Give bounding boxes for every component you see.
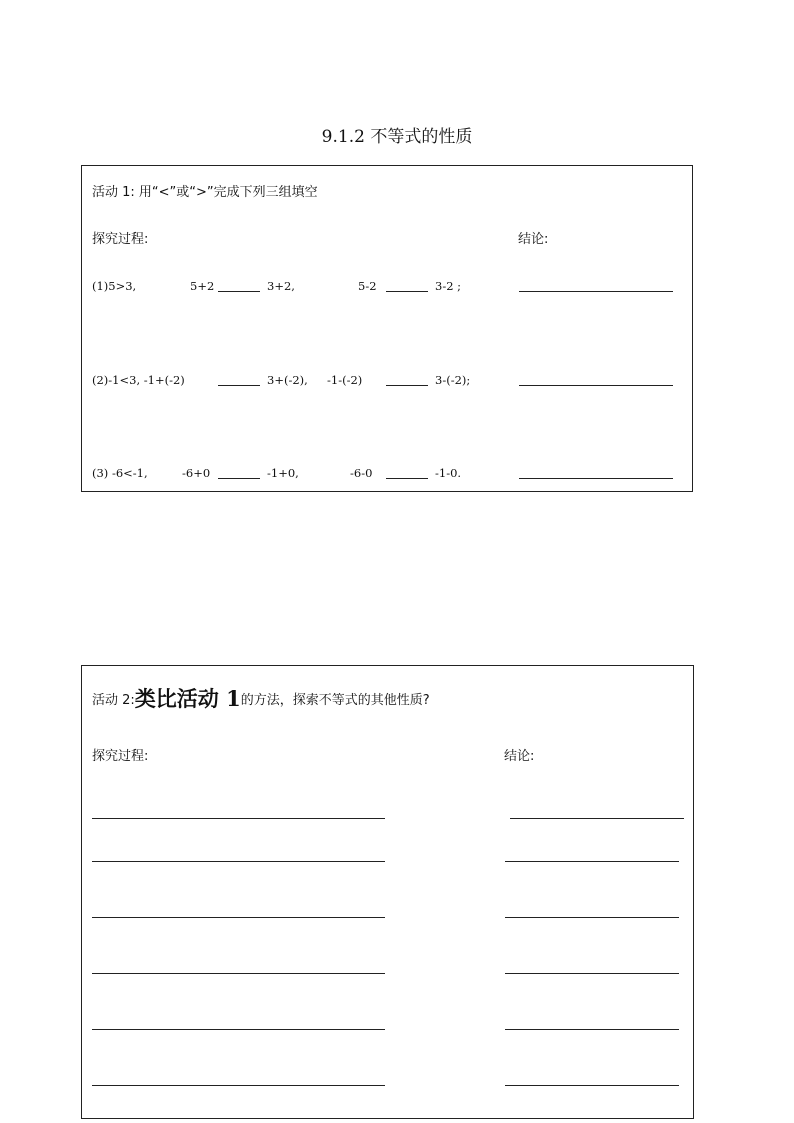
exercise-2-right-a: 3+(-2), — [267, 373, 308, 387]
exercise-1-left-a: 5+2 — [190, 279, 215, 293]
process-line[interactable] — [92, 818, 385, 819]
conclusion-line[interactable] — [505, 973, 679, 974]
activity-2-box — [81, 665, 694, 1119]
exercise-3-given: (3) -6<-1, — [92, 466, 148, 480]
process-line[interactable] — [92, 1085, 385, 1086]
exercise-1-right-a: 3+2, — [267, 279, 295, 293]
activity-2-header-suffix: 的方法，探索不等式的其他性质? — [240, 693, 430, 708]
exercise-3-right-a: -1+0, — [267, 466, 299, 480]
activity-2-header-prefix: 活动 2: — [92, 693, 135, 708]
conclusion-line[interactable] — [505, 1085, 679, 1086]
process-line[interactable] — [92, 861, 385, 862]
exercise-1-blank-b[interactable] — [386, 291, 428, 292]
activity-1-process-label: 探究过程: — [92, 232, 149, 247]
conclusion-line[interactable] — [505, 861, 679, 862]
conclusion-1-blank[interactable] — [519, 291, 673, 292]
exercise-2-blank-a[interactable] — [218, 385, 260, 386]
exercise-1-left-b: 5-2 — [358, 279, 377, 293]
exercise-1-blank-a[interactable] — [218, 291, 260, 292]
conclusion-line[interactable] — [510, 818, 684, 819]
page-title: 9.1.2 不等式的性质 — [321, 127, 473, 147]
conclusion-line[interactable] — [505, 917, 679, 918]
exercise-3-left-a: -6+0 — [182, 466, 211, 480]
exercise-2-right-b: 3-(-2); — [435, 373, 471, 387]
activity-1-conclusion-label: 结论: — [518, 232, 549, 247]
activity-2-conclusion-label: 结论: — [504, 749, 535, 764]
exercise-3-blank-a[interactable] — [218, 478, 260, 479]
exercise-2-left-b: -1-(-2) — [327, 373, 363, 387]
activity-2-header — [92, 686, 430, 714]
exercise-2-blank-b[interactable] — [386, 385, 428, 386]
exercise-3-blank-b[interactable] — [386, 478, 428, 479]
exercise-1-right-b: 3-2 ; — [435, 279, 462, 293]
exercise-3-left-b: -6-0 — [350, 466, 373, 480]
conclusion-3-blank[interactable] — [519, 478, 673, 479]
activity-1-header: 活动 1: 用“<”或“>”完成下列三组填空 — [92, 185, 318, 200]
conclusion-2-blank[interactable] — [519, 385, 673, 386]
process-line[interactable] — [92, 973, 385, 974]
activity-1-box — [81, 165, 693, 492]
activity-2-header-emphasis: 类比活动 1 — [134, 686, 241, 711]
exercise-1-given: (1)5>3, — [92, 279, 137, 293]
conclusion-line[interactable] — [505, 1029, 679, 1030]
process-line[interactable] — [92, 1029, 385, 1030]
activity-2-process-label: 探究过程: — [92, 749, 149, 764]
exercise-2-given: (2)-1<3, -1+(-2) — [92, 373, 185, 387]
exercise-3-right-b: -1-0. — [435, 466, 462, 480]
process-line[interactable] — [92, 917, 385, 918]
